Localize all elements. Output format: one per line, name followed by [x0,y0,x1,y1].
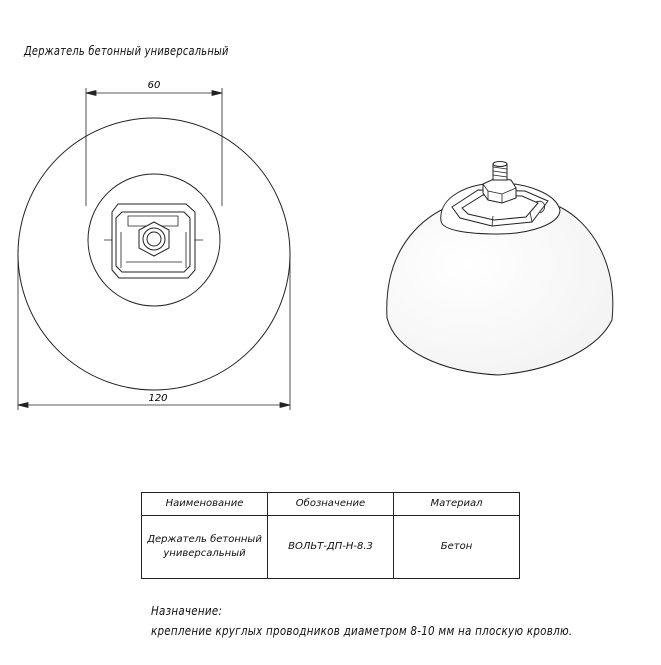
cell-name-line2: универсальный [163,548,246,559]
table-row [142,516,520,579]
isometric-nut-bolt [483,162,516,204]
isometric-view [387,162,613,376]
dimension-60-label: 60 [147,80,161,91]
table-header-row [142,493,520,516]
specification-table [141,492,520,579]
header-designation: Обозначение [268,493,394,516]
header-name: Наименование [142,493,268,516]
nut [139,222,169,256]
dimension-120-label: 120 [148,393,168,404]
header-material: Материал [394,493,520,516]
purpose-label: Назначение: [151,604,223,618]
dimension-60 [86,88,222,206]
cell-designation: ВОЛЬТ-ДП-Н-8.3 [268,516,394,579]
top-view [18,88,290,410]
cell-name [142,516,268,579]
cell-name-line1: Держатель бетонный [147,533,262,545]
cell-material: Бетон [394,516,520,579]
purpose-text: крепление круглых проводников диаметром 8-10 мм на плоскую кровлю. [151,624,573,638]
purpose-note [151,601,572,641]
drawing-title: Держатель бетонный универсальный [24,44,229,58]
